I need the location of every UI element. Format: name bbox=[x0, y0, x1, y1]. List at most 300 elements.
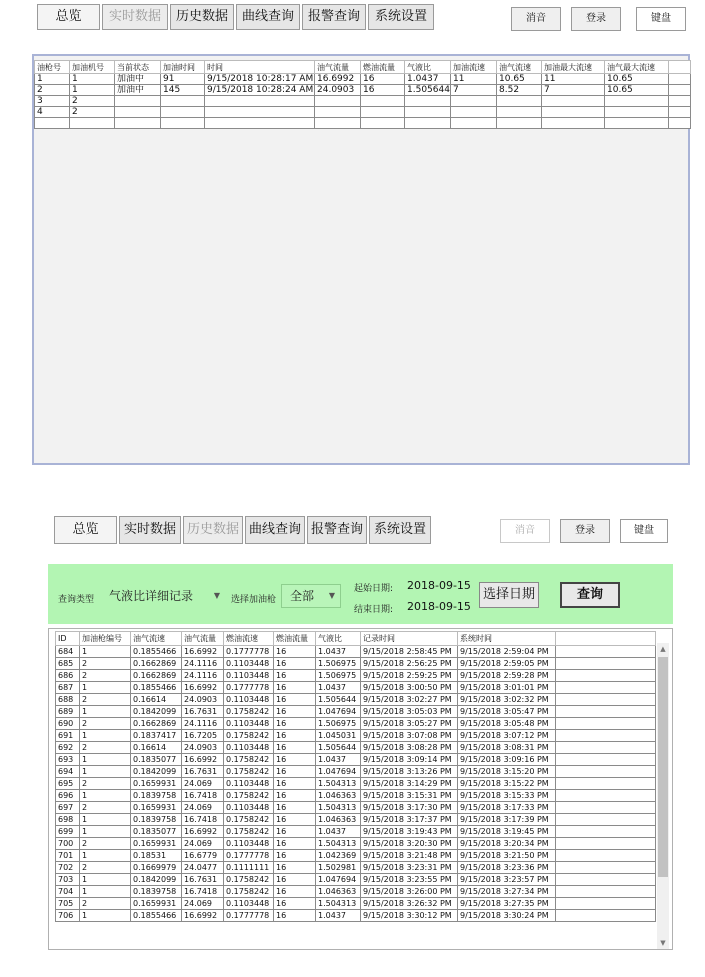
column-header[interactable]: 加油时间 bbox=[161, 61, 205, 74]
table-cell: 24.0903 bbox=[182, 742, 224, 754]
table-row[interactable] bbox=[35, 85, 691, 96]
table-cell bbox=[361, 107, 405, 118]
table-cell: 0.1839758 bbox=[131, 814, 182, 826]
table-cell: 1.046363 bbox=[316, 886, 361, 898]
table-cell-filler bbox=[556, 658, 656, 670]
table-cell: 1.506975 bbox=[316, 718, 361, 730]
table-cell-filler bbox=[556, 682, 656, 694]
table-cell: 1.047694 bbox=[316, 766, 361, 778]
table-row[interactable] bbox=[56, 886, 656, 898]
search-button[interactable]: 查询 bbox=[560, 582, 620, 608]
tab-curve[interactable]: 曲线查询 bbox=[245, 516, 305, 544]
table-cell: 9/15/2018 3:15:20 PM bbox=[458, 766, 556, 778]
table-row[interactable] bbox=[56, 658, 656, 670]
column-header[interactable]: 加油流速 bbox=[451, 61, 497, 74]
table-cell: 2 bbox=[80, 778, 131, 790]
table-cell: 16 bbox=[274, 874, 316, 886]
table-cell: 145 bbox=[161, 85, 205, 96]
table-cell: 16 bbox=[274, 694, 316, 706]
table-cell: 24.0477 bbox=[182, 862, 224, 874]
table-row[interactable] bbox=[56, 694, 656, 706]
column-header[interactable]: 油气流量 bbox=[182, 632, 224, 646]
table-cell: 24.0903 bbox=[182, 694, 224, 706]
table-cell: 700 bbox=[56, 838, 80, 850]
table-cell: 1.504313 bbox=[316, 898, 361, 910]
history-table bbox=[55, 631, 656, 922]
table-cell bbox=[542, 107, 605, 118]
table-cell: 0.1103448 bbox=[224, 658, 274, 670]
table-cell: 9/15/2018 3:07:12 PM bbox=[458, 730, 556, 742]
column-header[interactable]: 加油机号 bbox=[70, 61, 115, 74]
table-cell: 1 bbox=[80, 646, 131, 658]
table-cell: 0.1835077 bbox=[131, 826, 182, 838]
table-cell: 9/15/2018 3:23:55 PM bbox=[361, 874, 458, 886]
table-row[interactable] bbox=[56, 910, 656, 922]
table-cell: 0.1103448 bbox=[224, 742, 274, 754]
table-cell: 16 bbox=[274, 754, 316, 766]
table-cell: 11 bbox=[451, 74, 497, 85]
table-row[interactable] bbox=[35, 118, 691, 129]
table-cell-filler bbox=[556, 754, 656, 766]
realtime-table-panel bbox=[32, 54, 690, 465]
table-cell: 0.1758242 bbox=[224, 790, 274, 802]
column-header[interactable]: 加油枪编号 bbox=[80, 632, 131, 646]
column-header-filler bbox=[669, 61, 691, 74]
table-row[interactable] bbox=[56, 826, 656, 838]
table-cell: 1.504313 bbox=[316, 802, 361, 814]
query-type-value: 气液比详细记录 bbox=[109, 589, 194, 603]
table-cell: 1 bbox=[80, 886, 131, 898]
table-cell: 9/15/2018 3:30:12 PM bbox=[361, 910, 458, 922]
table-cell: 0.1659931 bbox=[131, 838, 182, 850]
table-cell: 9/15/2018 3:17:30 PM bbox=[361, 802, 458, 814]
tab-history[interactable]: 历史数据 bbox=[183, 516, 243, 544]
column-header[interactable]: 油枪号 bbox=[35, 61, 70, 74]
table-cell: 2 bbox=[80, 862, 131, 874]
table-cell: 16 bbox=[274, 646, 316, 658]
column-header[interactable]: 记录时间 bbox=[361, 632, 458, 646]
table-cell: 0.1777778 bbox=[224, 850, 274, 862]
table-cell: 0.1662869 bbox=[131, 658, 182, 670]
table-cell-filler bbox=[669, 107, 691, 118]
chevron-down-icon: ▼ bbox=[328, 591, 335, 600]
table-cell: 1 bbox=[70, 74, 115, 85]
table-cell: 7 bbox=[451, 85, 497, 96]
tab-history[interactable]: 历史数据 bbox=[170, 4, 234, 30]
table-cell: 1.0437 bbox=[316, 646, 361, 658]
table-cell-filler bbox=[556, 730, 656, 742]
table-row[interactable] bbox=[56, 730, 656, 742]
table-row[interactable] bbox=[56, 670, 656, 682]
realtime-table-header bbox=[35, 61, 691, 74]
table-cell: 0.1659931 bbox=[131, 802, 182, 814]
table-cell: 4 bbox=[35, 107, 70, 118]
table-cell: 9/15/2018 2:56:25 PM bbox=[361, 658, 458, 670]
table-cell: 9/15/2018 3:30:24 PM bbox=[458, 910, 556, 922]
table-cell: 0.1835077 bbox=[131, 754, 182, 766]
table-cell: 9/15/2018 3:23:31 PM bbox=[361, 862, 458, 874]
tab-realtime[interactable]: 实时数据 bbox=[102, 4, 168, 30]
table-cell: 9/15/2018 3:23:57 PM bbox=[458, 874, 556, 886]
table-cell: 9/15/2018 3:26:32 PM bbox=[361, 898, 458, 910]
tab-alarm[interactable]: 报警查询 bbox=[302, 4, 366, 30]
table-row[interactable] bbox=[56, 802, 656, 814]
mute-button[interactable]: 消音 bbox=[511, 7, 561, 31]
history-table-header bbox=[56, 632, 656, 646]
table-cell-filler bbox=[556, 706, 656, 718]
query-type-select[interactable] bbox=[100, 584, 226, 608]
column-header[interactable]: 燃油流速 bbox=[224, 632, 274, 646]
table-cell: 16.6992 bbox=[182, 646, 224, 658]
table-cell: 9/15/2018 3:05:47 PM bbox=[458, 706, 556, 718]
table-cell: 699 bbox=[56, 826, 80, 838]
table-cell: 2 bbox=[80, 670, 131, 682]
table-cell: 686 bbox=[56, 670, 80, 682]
table-cell bbox=[315, 118, 361, 129]
table-cell bbox=[497, 118, 542, 129]
table-cell-filler bbox=[669, 85, 691, 96]
table-cell: 0.1758242 bbox=[224, 766, 274, 778]
table-cell: 698 bbox=[56, 814, 80, 826]
table-cell: 9/15/2018 2:59:04 PM bbox=[458, 646, 556, 658]
table-cell: 91 bbox=[161, 74, 205, 85]
table-cell bbox=[451, 96, 497, 107]
table-cell: 2 bbox=[80, 838, 131, 850]
table-cell bbox=[497, 96, 542, 107]
table-cell: 9/15/2018 3:05:03 PM bbox=[361, 706, 458, 718]
table-cell-filler bbox=[556, 718, 656, 730]
table-cell: 9/15/2018 3:19:45 PM bbox=[458, 826, 556, 838]
table-row[interactable] bbox=[56, 790, 656, 802]
table-row[interactable] bbox=[35, 74, 691, 85]
start-date-value: 2018-09-15 bbox=[407, 579, 471, 592]
table-cell: 16.6992 bbox=[315, 74, 361, 85]
table-cell: 0.1837417 bbox=[131, 730, 182, 742]
table-cell: 16.6992 bbox=[182, 826, 224, 838]
table-cell: 9/15/2018 3:21:48 PM bbox=[361, 850, 458, 862]
table-cell: 691 bbox=[56, 730, 80, 742]
table-cell bbox=[35, 118, 70, 129]
table-cell: 加油中 bbox=[115, 85, 161, 96]
table-cell: 1.0437 bbox=[316, 910, 361, 922]
table-cell: 9/15/2018 3:20:34 PM bbox=[458, 838, 556, 850]
table-cell: 16 bbox=[274, 814, 316, 826]
table-row[interactable] bbox=[56, 838, 656, 850]
table-cell: 16 bbox=[274, 790, 316, 802]
tab-alarm[interactable]: 报警查询 bbox=[307, 516, 367, 544]
table-cell: 9/15/2018 3:26:00 PM bbox=[361, 886, 458, 898]
table-cell: 16 bbox=[274, 718, 316, 730]
table-cell: 685 bbox=[56, 658, 80, 670]
table-cell: 1.046363 bbox=[316, 790, 361, 802]
tab-curve[interactable]: 曲线查询 bbox=[236, 4, 300, 30]
end-date-label: 结束日期: bbox=[354, 605, 394, 615]
column-header[interactable]: 气液比 bbox=[405, 61, 451, 74]
table-cell: 9/15/2018 3:23:36 PM bbox=[458, 862, 556, 874]
table-row[interactable] bbox=[56, 898, 656, 910]
table-cell: 16 bbox=[274, 826, 316, 838]
table-cell: 9/15/2018 3:15:22 PM bbox=[458, 778, 556, 790]
table-cell: 1 bbox=[80, 730, 131, 742]
table-cell bbox=[605, 107, 669, 118]
table-cell: 16.7205 bbox=[182, 730, 224, 742]
table-cell bbox=[115, 118, 161, 129]
table-cell: 1.042369 bbox=[316, 850, 361, 862]
history-table-panel bbox=[48, 628, 673, 950]
table-cell: 1 bbox=[70, 85, 115, 96]
table-cell-filler bbox=[556, 850, 656, 862]
table-cell: 0.1777778 bbox=[224, 910, 274, 922]
table-cell: 0.1758242 bbox=[224, 730, 274, 742]
table-cell: 24.1116 bbox=[182, 670, 224, 682]
table-cell: 1 bbox=[80, 754, 131, 766]
tab-settings[interactable]: 系统设置 bbox=[368, 4, 434, 30]
tab-settings[interactable]: 系统设置 bbox=[369, 516, 431, 544]
table-row[interactable] bbox=[56, 682, 656, 694]
table-cell: 1 bbox=[80, 850, 131, 862]
table-cell: 16.7418 bbox=[182, 886, 224, 898]
table-cell: 0.1842099 bbox=[131, 766, 182, 778]
table-cell bbox=[70, 118, 115, 129]
table-cell: 694 bbox=[56, 766, 80, 778]
table-cell-filler bbox=[669, 118, 691, 129]
chevron-down-icon[interactable]: ▼ bbox=[660, 939, 666, 947]
table-cell: 16 bbox=[274, 838, 316, 850]
table-cell: 24.069 bbox=[182, 838, 224, 850]
table-cell: 2 bbox=[80, 802, 131, 814]
table-cell: 16 bbox=[361, 74, 405, 85]
table-cell-filler bbox=[556, 802, 656, 814]
vertical-scrollbar[interactable] bbox=[657, 643, 669, 949]
table-cell: 692 bbox=[56, 742, 80, 754]
table-row[interactable] bbox=[35, 96, 691, 107]
pick-date-button[interactable]: 选择日期 bbox=[479, 582, 539, 608]
table-cell: 16 bbox=[274, 850, 316, 862]
table-cell: 1.504313 bbox=[316, 838, 361, 850]
table-row[interactable] bbox=[56, 814, 656, 826]
column-header[interactable]: 燃油流量 bbox=[361, 61, 405, 74]
table-cell: 689 bbox=[56, 706, 80, 718]
table-row[interactable] bbox=[56, 874, 656, 886]
table-cell: 24.069 bbox=[182, 898, 224, 910]
table-row[interactable] bbox=[56, 706, 656, 718]
table-cell: 684 bbox=[56, 646, 80, 658]
table-cell: 0.1758242 bbox=[224, 814, 274, 826]
table-row[interactable] bbox=[56, 718, 656, 730]
table-cell: 696 bbox=[56, 790, 80, 802]
table-row[interactable] bbox=[56, 778, 656, 790]
table-cell: 1 bbox=[80, 910, 131, 922]
scrollbar-thumb[interactable] bbox=[658, 657, 668, 877]
table-cell: 10.65 bbox=[497, 74, 542, 85]
table-cell: 9/15/2018 3:27:34 PM bbox=[458, 886, 556, 898]
column-header[interactable]: 加油最大流速 bbox=[542, 61, 605, 74]
table-cell: 1 bbox=[80, 766, 131, 778]
table-cell: 7 bbox=[542, 85, 605, 96]
keyboard-button[interactable]: 键盘 bbox=[636, 7, 686, 31]
table-cell: 16 bbox=[274, 802, 316, 814]
table-cell: 9/15/2018 3:20:30 PM bbox=[361, 838, 458, 850]
table-cell: 688 bbox=[56, 694, 80, 706]
table-cell-filler bbox=[556, 898, 656, 910]
table-cell-filler bbox=[556, 790, 656, 802]
table-cell: 0.1777778 bbox=[224, 682, 274, 694]
table-cell: 2 bbox=[80, 718, 131, 730]
table-cell: 16 bbox=[274, 670, 316, 682]
table-cell: 0.1842099 bbox=[131, 874, 182, 886]
table-cell: 9/15/2018 3:17:39 PM bbox=[458, 814, 556, 826]
mute-button[interactable]: 消音 bbox=[500, 519, 550, 543]
keyboard-button[interactable]: 键盘 bbox=[620, 519, 668, 543]
table-cell: 16.6992 bbox=[182, 754, 224, 766]
chevron-up-icon[interactable]: ▲ bbox=[660, 645, 666, 653]
table-cell: 16.7418 bbox=[182, 790, 224, 802]
table-cell bbox=[497, 107, 542, 118]
table-cell bbox=[542, 118, 605, 129]
table-cell: 0.1111111 bbox=[224, 862, 274, 874]
table-cell: 9/15/2018 3:09:14 PM bbox=[361, 754, 458, 766]
table-cell: 9/15/2018 3:09:16 PM bbox=[458, 754, 556, 766]
table-cell: 9/15/2018 2:59:25 PM bbox=[361, 670, 458, 682]
table-cell: 1.505644 bbox=[405, 85, 451, 96]
table-cell bbox=[161, 107, 205, 118]
table-cell: 9/15/2018 3:07:08 PM bbox=[361, 730, 458, 742]
login-button[interactable]: 登录 bbox=[571, 7, 621, 31]
table-cell: 16.6992 bbox=[182, 682, 224, 694]
column-header[interactable]: 气液比 bbox=[316, 632, 361, 646]
column-header[interactable]: 燃油流量 bbox=[274, 632, 316, 646]
table-cell: 697 bbox=[56, 802, 80, 814]
table-cell: 10.65 bbox=[605, 85, 669, 96]
column-header[interactable]: 油气流速 bbox=[497, 61, 542, 74]
table-cell-filler bbox=[669, 96, 691, 107]
table-cell: 1.0437 bbox=[405, 74, 451, 85]
table-cell: 16 bbox=[274, 658, 316, 670]
table-cell-filler bbox=[556, 766, 656, 778]
table-cell: 8.52 bbox=[497, 85, 542, 96]
table-cell: 16 bbox=[361, 85, 405, 96]
table-cell: 0.1758242 bbox=[224, 706, 274, 718]
table-cell: 24.1116 bbox=[182, 718, 224, 730]
table-cell: 10.65 bbox=[605, 74, 669, 85]
query-type-label: 查询类型 bbox=[58, 595, 95, 605]
table-cell: 9/15/2018 10:28:17 AM bbox=[205, 74, 315, 85]
gun-select[interactable] bbox=[281, 584, 341, 608]
table-cell: 1.506975 bbox=[316, 670, 361, 682]
table-cell: 16.7418 bbox=[182, 814, 224, 826]
table-cell: 706 bbox=[56, 910, 80, 922]
table-cell: 16 bbox=[274, 730, 316, 742]
table-cell-filler bbox=[669, 74, 691, 85]
table-cell: 2 bbox=[35, 85, 70, 96]
table-cell-filler bbox=[556, 838, 656, 850]
table-cell: 1 bbox=[80, 814, 131, 826]
table-cell: 16 bbox=[274, 886, 316, 898]
table-cell: 0.1669979 bbox=[131, 862, 182, 874]
table-cell bbox=[115, 96, 161, 107]
table-cell: 1 bbox=[80, 826, 131, 838]
column-header[interactable]: 时间 bbox=[205, 61, 315, 74]
table-cell-filler bbox=[556, 778, 656, 790]
table-cell: 1.047694 bbox=[316, 706, 361, 718]
table-row[interactable] bbox=[56, 850, 656, 862]
table-row[interactable] bbox=[56, 646, 656, 658]
table-cell: 16.7631 bbox=[182, 874, 224, 886]
table-cell: 16 bbox=[274, 706, 316, 718]
column-header[interactable]: 油气最大流速 bbox=[605, 61, 669, 74]
table-row[interactable] bbox=[56, 754, 656, 766]
table-cell bbox=[405, 118, 451, 129]
table-cell: 0.1662869 bbox=[131, 670, 182, 682]
table-cell: 16.7631 bbox=[182, 706, 224, 718]
table-cell: 0.1103448 bbox=[224, 718, 274, 730]
table-cell: 11 bbox=[542, 74, 605, 85]
login-button[interactable]: 登录 bbox=[560, 519, 610, 543]
column-header[interactable]: 当前状态 bbox=[115, 61, 161, 74]
table-cell-filler bbox=[556, 910, 656, 922]
table-cell: 9/15/2018 3:02:32 PM bbox=[458, 694, 556, 706]
column-header[interactable]: ID bbox=[56, 632, 80, 646]
table-cell: 0.1758242 bbox=[224, 826, 274, 838]
table-cell bbox=[451, 118, 497, 129]
table-cell: 701 bbox=[56, 850, 80, 862]
table-cell-filler bbox=[556, 814, 656, 826]
table-cell: 2 bbox=[80, 694, 131, 706]
table-cell: 16 bbox=[274, 910, 316, 922]
table-cell: 0.1842099 bbox=[131, 706, 182, 718]
table-cell: 24.0903 bbox=[315, 85, 361, 96]
table-row[interactable] bbox=[56, 742, 656, 754]
table-row[interactable] bbox=[56, 766, 656, 778]
table-cell: 0.1662869 bbox=[131, 718, 182, 730]
column-header[interactable]: 油气流速 bbox=[131, 632, 182, 646]
table-cell: 1.0437 bbox=[316, 682, 361, 694]
query-bar bbox=[48, 564, 673, 624]
table-cell: 704 bbox=[56, 886, 80, 898]
table-row[interactable] bbox=[56, 862, 656, 874]
table-cell: 1 bbox=[80, 790, 131, 802]
table-cell: 9/15/2018 3:15:31 PM bbox=[361, 790, 458, 802]
column-header[interactable]: 油气流量 bbox=[315, 61, 361, 74]
table-row[interactable] bbox=[35, 107, 691, 118]
table-cell: 0.16614 bbox=[131, 694, 182, 706]
gun-select-label: 选择加油枪 bbox=[231, 595, 277, 605]
table-cell bbox=[315, 107, 361, 118]
table-cell: 0.1777778 bbox=[224, 646, 274, 658]
table-cell: 0.1103448 bbox=[224, 838, 274, 850]
table-cell: 16 bbox=[274, 682, 316, 694]
table-cell bbox=[205, 107, 315, 118]
table-cell: 2 bbox=[80, 658, 131, 670]
tab-realtime[interactable]: 实时数据 bbox=[119, 516, 181, 544]
table-cell: 0.1839758 bbox=[131, 886, 182, 898]
table-cell: 0.1659931 bbox=[131, 898, 182, 910]
table-cell: 16 bbox=[274, 742, 316, 754]
table-cell-filler bbox=[556, 826, 656, 838]
tab-overview[interactable]: 总览 bbox=[54, 516, 117, 544]
table-cell: 0.1758242 bbox=[224, 886, 274, 898]
table-cell: 16.7631 bbox=[182, 766, 224, 778]
table-cell: 0.1758242 bbox=[224, 874, 274, 886]
table-cell: 1.047694 bbox=[316, 874, 361, 886]
tab-overview[interactable]: 总览 bbox=[37, 4, 100, 30]
column-header[interactable]: 系统时间 bbox=[458, 632, 556, 646]
table-cell-filler bbox=[556, 670, 656, 682]
table-cell: 702 bbox=[56, 862, 80, 874]
table-cell bbox=[205, 96, 315, 107]
table-cell: 1.505644 bbox=[316, 742, 361, 754]
table-cell bbox=[161, 96, 205, 107]
